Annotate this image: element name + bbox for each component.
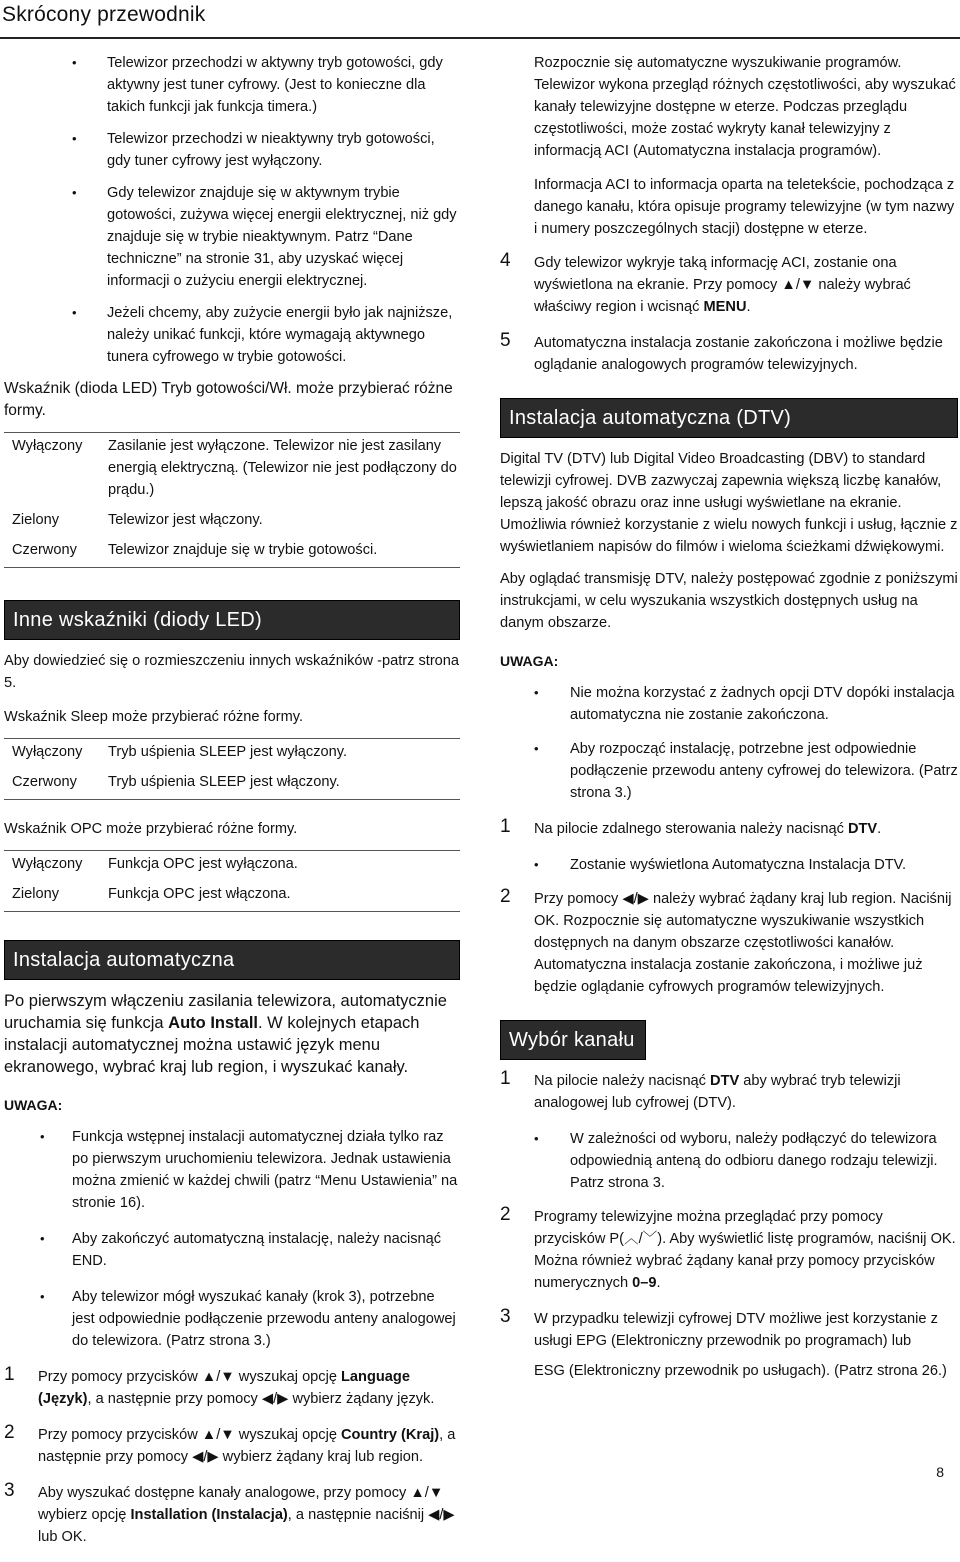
opc-state: Zielony <box>12 886 60 902</box>
table-row <box>4 851 460 881</box>
led-state: Zielony <box>12 512 60 528</box>
table-row <box>4 881 460 911</box>
led-state: Czerwony <box>12 542 77 558</box>
led-desc: Telewizor jest włączony. <box>108 512 263 528</box>
dtv-paragraph-1: Digital TV (DTV) lub Digital Video Broadcasting (DBV) to standard telewizji cyfrowej. DVB zazwyczaj zapewnia większą liczbę kanałów, lepszą jakość obrazu oraz inne usługi wyświetlane na ekranie. Umożliwia również korzystanie z wielu nowych funkcji i usług, łącznie z wyświetlaniem napisów do filmów i wieloma ścieżkami dźwiękowymi. <box>500 451 958 555</box>
opc-intro: Wskaźnik OPC może przybierać różne formy. <box>4 821 298 837</box>
dtv-step-2: 2 Przy pomocy ◀/▶ należy wybrać żądany kraj lub region. Naciśnij OK. Rozpocznie się automatyczne wyszukiwanie wszystkich dostępnych na danym obszarze częstotliwości kanałów. Automatyczna instalacja zostanie zakończona, i możliwe już będzie oglądanie cyfrowych programów telewizyjnych. <box>500 886 952 995</box>
list-item: • Nie można korzystać z żadnych opcji DTV dopóki instalacja automatyczna nie zostanie zakończona. <box>500 682 958 726</box>
list-item: • Funkcja wstępnej instalacji automatycznej działa tylko raz po pierwszym uruchomieniu telewizora. Jednak ustawienia można zmienić w każdej chwili (patrz “Menu Ustawienia” na stronie 16). <box>4 1126 460 1214</box>
auto-install-intro: Po pierwszym włączeniu zasilania telewizora, automatycznie uruchamia się funkcja Auto Install. W kolejnych etapach instalacji automatycznej można ustawić język menu ekranowego, wybrać kraj lub region, i wyszukać kanały. <box>4 992 447 1076</box>
sleep-desc: Tryb uśpienia SLEEP jest wyłączony. <box>108 744 348 760</box>
step-3: 3 Aby wyszukać dostępne kanały analogowe, przy pomocy ▲/▼ wybierz opcję Installation (Instalacja), a następnie naciśnij ◀/▶ lub OK. <box>4 1480 455 1545</box>
other-leds-text: Aby dowiedzieć się o rozmieszczeniu innych wskaźników -patrz strona 5. <box>4 653 460 691</box>
table-row <box>4 433 460 507</box>
aci-paragraph: Informacja ACI to informacja oparta na teletekście, pochodząca z danego kanału, która opisuje programy telewizyjne (w tym nazwy i numery poszczególnych stacji) dostępne w eterze. <box>534 177 955 237</box>
right-column <box>500 52 958 1396</box>
table-row <box>4 739 460 769</box>
sleep-table <box>4 738 460 800</box>
channel-step-2: 2 Programy telewizyjne można przeglądać przy pomocy przycisków P(︿/﹀). Aby wyświetlić listę programów, naciśnij OK. Można również wybrać żądany kanał przy pomocy przycisków numerycznych 0–9. <box>500 1204 956 1291</box>
section-heading-channel: Wybór kanału <box>500 1020 646 1060</box>
list-item: • Telewizor przechodzi w nieaktywny tryb gotowości, gdy tuner cyfrowy jest wyłączony. <box>4 128 460 172</box>
led-intro: Wskaźnik (dioda LED) Tryb gotowości/Wł. może przybierać różne formy. <box>4 380 453 419</box>
sleep-intro: Wskaźnik Sleep może przybierać różne formy. <box>4 709 304 725</box>
page-title: Skrócony przewodnik <box>2 3 206 26</box>
scan-paragraph: Rozpocznie się automatyczne wyszukiwanie programów. Telewizor wykona przegląd różnych częstotliwości, aby wyszukać kanały telewizyjne dostępne w eterze. Podczas przeglądu częstotliwości, może zostać wykryty kanał telewizyjny z informacją ACI (Automatyczna instalacja programów). <box>534 55 956 159</box>
led-desc: Telewizor znajduje się w trybie gotowości. <box>108 542 378 558</box>
list-item: • Aby zakończyć automatyczną instalację, należy nacisnąć END. <box>4 1228 460 1272</box>
list-item: • Gdy telewizor znajduje się w aktywnym trybie gotowości, zużywa więcej energii elektrycznej, niż gdy znajduje się w trybie nieaktywnym. Patrz “Dane techniczne” na stronie 31, aby uzyskać więcej informacji o zużyciu energii elektrycznej. <box>4 182 460 292</box>
channel-step-1: 1 Na pilocie należy nacisnąć DTV aby wybrać tryb telewizji analogowej lub cyfrowej (DTV). <box>500 1068 901 1111</box>
note-label: UWAGA: <box>4 1097 63 1113</box>
section-heading-dtv: Instalacja automatyczna (DTV) <box>500 398 958 438</box>
list-item: • W zależności od wyboru, należy podłączyć do telewizora odpowiednią anteną do odbioru danego rodzaju telewizji. Patrz strona 3. <box>500 1128 958 1194</box>
led-table <box>4 432 460 568</box>
table-row <box>4 769 460 799</box>
channel-up-down-icons: ︿/﹀ <box>624 1231 658 1247</box>
channel-step-3: 3 W przypadku telewizji cyfrowej DTV możliwe jest korzystanie z usługi EPG (Elektroniczny przewodnik po programach) lub ESG (Elektroniczny przewodnik po usługach). (Patrz strona 26.) <box>500 1306 947 1379</box>
table-row <box>4 537 460 567</box>
page-header <box>0 0 960 39</box>
list-item: • Telewizor przechodzi w aktywny tryb gotowości, gdy aktywny jest tuner cyfrowy. (Jest to konieczne dla takich funkcji jak funkcja timera.) <box>4 52 460 118</box>
page-number: 8 <box>936 1464 944 1480</box>
opc-state: Wyłączony <box>12 856 83 872</box>
step-4: 4 Gdy telewizor wykryje taką informację ACI, zostanie ona wyświetlona na ekranie. Przy pomocy ▲/▼ należy wybrać właściwy region i wcisnąć MENU. <box>500 250 911 315</box>
list-item: • Aby telewizor mógł wyszukać kanały (krok 3), potrzebne jest odpowiednie podłączenie przewodu anteny analogowej do telewizora. (Patrz strona 3.) <box>4 1286 460 1352</box>
step-1: 1 Przy pomocy przycisków ▲/▼ wyszukaj opcję Language (Język), a następnie przy pomocy ◀/▶ wybierz żądany język. <box>4 1364 435 1407</box>
section-heading-other-leds: Inne wskaźniki (diody LED) <box>4 600 460 640</box>
sleep-state: Czerwony <box>12 774 77 790</box>
table-row <box>4 507 460 537</box>
step-5: 5 Automatyczna instalacja zostanie zakończona i możliwe będzie oglądanie analogowych programów telewizyjnych. <box>500 330 943 373</box>
left-column <box>4 52 460 1562</box>
section-heading-auto-install: Instalacja automatyczna <box>4 940 460 980</box>
dtv-step-1: 1 Na pilocie zdalnego sterowania należy nacisnąć DTV. <box>500 816 882 837</box>
opc-desc: Funkcja OPC jest wyłączona. <box>108 856 298 872</box>
opc-table <box>4 850 460 912</box>
sleep-state: Wyłączony <box>12 744 83 760</box>
dtv-paragraph-2: Aby oglądać transmisję DTV, należy postępować zgodnie z poniższymi instrukcjami, w celu wyszukania wszystkich dostępnych usług na danym obszarze. <box>500 571 958 631</box>
list-item: • Jeżeli chcemy, aby zużycie energii było jak najniższe, należy unikać funkcji, które wymagają aktywnego tunera cyfrowego w trybie gotowości. <box>4 302 460 368</box>
opc-desc: Funkcja OPC jest włączona. <box>108 886 291 902</box>
step-2: 2 Przy pomocy przycisków ▲/▼ wyszukaj opcję Country (Kraj), a następnie przy pomocy ◀/▶ wybierz żądany kraj lub region. <box>4 1422 456 1465</box>
led-state: Wyłączony <box>12 438 83 454</box>
note-label: UWAGA: <box>500 653 559 669</box>
led-desc: Zasilanie jest wyłączone. Telewizor nie jest zasilany energią elektryczną. (Telewizor nie jest podłączony do prądu.) <box>108 438 457 498</box>
list-item: • Zostanie wyświetlona Automatyczna Instalacja DTV. <box>500 854 958 876</box>
list-item: • Aby rozpocząć instalację, potrzebne jest odpowiednie podłączenie przewodu anteny cyfrowej do telewizora. (Patrz strona 3.) <box>500 738 958 804</box>
sleep-desc: Tryb uśpienia SLEEP jest włączony. <box>108 774 340 790</box>
